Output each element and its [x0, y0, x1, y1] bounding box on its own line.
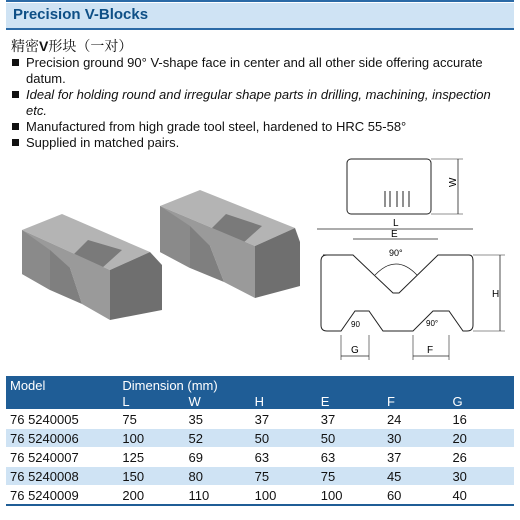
value-cell: 35 [185, 410, 251, 429]
bullet-square-icon [12, 123, 19, 130]
label-g: G [351, 345, 359, 356]
col-header: L [118, 393, 184, 410]
col-header: W [185, 393, 251, 410]
model-cell: 76 5240005 [6, 410, 118, 429]
label-w: W [448, 177, 459, 187]
col-header: G [448, 393, 514, 410]
value-cell: 75 [317, 467, 383, 486]
value-cell: 50 [251, 429, 317, 448]
value-cell: 100 [251, 486, 317, 506]
label-angle-right: 90° [426, 319, 439, 328]
model-cell: 76 5240007 [6, 448, 118, 467]
col-header: F [383, 393, 448, 410]
table-subheader-row [6, 393, 514, 410]
value-cell: 75 [118, 410, 184, 429]
value-cell: 100 [118, 429, 184, 448]
bullet-square-icon [12, 139, 19, 146]
top-view-outline [347, 159, 431, 214]
feature-text: Ideal for holding round and irregular shape parts in drilling, machining, inspection etc. [26, 87, 491, 118]
model-header: Model [6, 376, 118, 393]
value-cell: 60 [383, 486, 448, 506]
value-cell: 75 [251, 467, 317, 486]
model-subheader-blank [6, 393, 118, 410]
table-row [6, 448, 514, 467]
title-bar [6, 3, 514, 30]
value-cell: 110 [185, 486, 251, 506]
feature-text: Supplied in matched pairs. [26, 135, 180, 150]
value-cell: 200 [118, 486, 184, 506]
table-row [6, 410, 514, 429]
top-rule [6, 0, 514, 2]
value-cell: 37 [251, 410, 317, 429]
value-cell: 45 [383, 467, 448, 486]
label-angle-left: 90 [351, 320, 360, 329]
subtitle-bold-v: V [39, 38, 49, 54]
spec-table-container [6, 376, 514, 506]
model-cell: 76 5240008 [6, 467, 118, 486]
label-h: H [492, 289, 500, 300]
label-l: L [393, 218, 399, 229]
value-cell: 125 [118, 448, 184, 467]
feature-item [11, 87, 501, 119]
feature-item [11, 55, 501, 87]
model-cell: 76 5240009 [6, 486, 118, 506]
subtitle-prefix: 精密 [11, 39, 39, 55]
v-block-right [160, 190, 300, 298]
col-header: E [317, 393, 383, 410]
value-cell: 50 [317, 429, 383, 448]
value-cell: 30 [448, 467, 514, 486]
feature-text: Manufactured from high grade tool steel, hardened to HRC 55-58° [26, 119, 407, 134]
value-cell: 63 [317, 448, 383, 467]
value-cell: 30 [383, 429, 448, 448]
table-row [6, 429, 514, 448]
v-block-pair-image [10, 170, 305, 370]
label-f: F [427, 345, 434, 356]
feature-list [11, 55, 501, 151]
value-cell: 63 [251, 448, 317, 467]
spec-table [6, 376, 514, 506]
bullet-square-icon [12, 91, 19, 98]
value-cell: 150 [118, 467, 184, 486]
value-cell: 37 [317, 410, 383, 429]
dimension-header: Dimension (mm) [118, 376, 514, 393]
value-cell: 80 [185, 467, 251, 486]
chinese-subtitle [11, 36, 132, 56]
dimension-drawing [313, 155, 513, 370]
label-e: E [391, 229, 398, 240]
table-row [6, 467, 514, 486]
table-row [6, 486, 514, 506]
v-block-left [22, 214, 162, 320]
front-view-outline [321, 255, 473, 331]
value-cell: 100 [317, 486, 383, 506]
feature-text: Precision ground 90° V-shape face in center and all other side offering accurate datum. [26, 55, 483, 86]
subtitle-suffix: 形块（一对） [48, 39, 133, 55]
page-title: Precision V-Blocks [13, 6, 149, 23]
value-cell: 52 [185, 429, 251, 448]
value-cell: 37 [383, 448, 448, 467]
feature-item [11, 135, 501, 151]
col-header: H [251, 393, 317, 410]
value-cell: 16 [448, 410, 514, 429]
value-cell: 69 [185, 448, 251, 467]
value-cell: 20 [448, 429, 514, 448]
model-cell: 76 5240006 [6, 429, 118, 448]
table-header-row [6, 376, 514, 393]
value-cell: 40 [448, 486, 514, 506]
bullet-square-icon [12, 59, 19, 66]
value-cell: 26 [448, 448, 514, 467]
value-cell: 24 [383, 410, 448, 429]
feature-item [11, 119, 501, 135]
label-angle-top: 90° [389, 248, 403, 258]
